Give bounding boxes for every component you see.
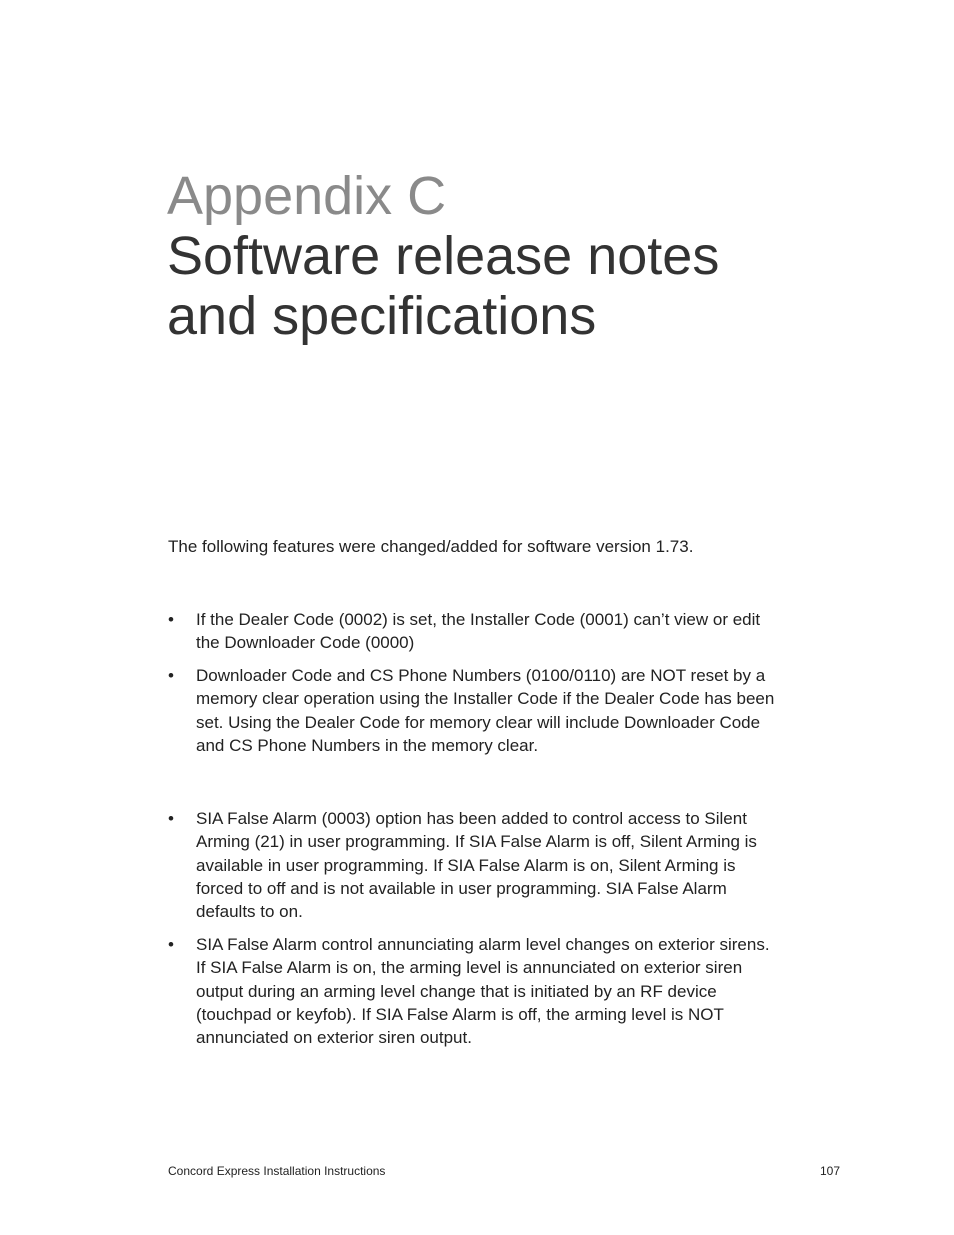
bullet-marker: •	[168, 610, 174, 629]
list-item-line: forced to off and is not available in user programming. SIA False Alarm	[196, 878, 727, 898]
list-item-text	[196, 807, 840, 923]
list-item	[168, 608, 840, 655]
list-item-line: SIA False Alarm control annunciating alarm level changes on exterior sirens.	[196, 935, 770, 954]
list-item	[168, 807, 840, 923]
list-item-text	[196, 933, 840, 1049]
list-item-line: and CS Phone Numbers in the memory clear.	[196, 735, 539, 755]
footer-page-number: 107	[820, 1164, 841, 1178]
bullet-marker: •	[168, 666, 174, 685]
bullet-marker: •	[168, 809, 174, 828]
list-item-line: Arming (21) in user programming. If SIA False Alarm is off, Silent Arming is	[196, 832, 757, 852]
list-item-line: Downloader Code and CS Phone Numbers (0100/0110) are NOT reset by a	[196, 666, 766, 685]
list-item-line: annunciated on exterior siren output.	[196, 1028, 472, 1048]
list-item-line: the Downloader Code (0000)	[196, 633, 415, 653]
list-item-line: output during an arming level change that is initiated by an RF device	[196, 981, 717, 1001]
list-item-text	[196, 608, 840, 655]
list-item-line: set. Using the Dealer Code for memory clear will include Downloader Code	[196, 712, 761, 732]
page-title-line-2: and specifications	[167, 286, 597, 346]
page-title	[167, 226, 719, 346]
list-item-line: If the Dealer Code (0002) is set, the Installer Code (0001) can’t view or edit	[196, 610, 761, 629]
bullet-marker: •	[168, 935, 174, 954]
list-item-line: defaults to on.	[196, 902, 303, 922]
page-title-line-1: Software release notes	[167, 226, 720, 286]
list-item-line: If SIA False Alarm is on, the arming level is annunciated on exterior siren	[196, 958, 743, 978]
list-item-line: (touchpad or keyfob). If SIA False Alarm is off, the arming level is NOT	[196, 1004, 724, 1024]
appendix-label: Appendix C	[167, 166, 447, 226]
footer-doc-title: Concord Express Installation Instructions	[168, 1164, 386, 1178]
list-item-line: available in user programming. If SIA False Alarm is on, Silent Arming is	[196, 855, 736, 875]
list-item-line: SIA False Alarm (0003) option has been added to control access to Silent	[196, 809, 747, 828]
list-item-text	[196, 664, 840, 757]
list-item	[168, 933, 840, 1049]
list-item	[168, 664, 840, 757]
intro-paragraph: The following features were changed/added for software version 1.73.	[168, 537, 694, 556]
list-item-line: memory clear operation using the Installer Code if the Dealer Code has been	[196, 689, 775, 709]
